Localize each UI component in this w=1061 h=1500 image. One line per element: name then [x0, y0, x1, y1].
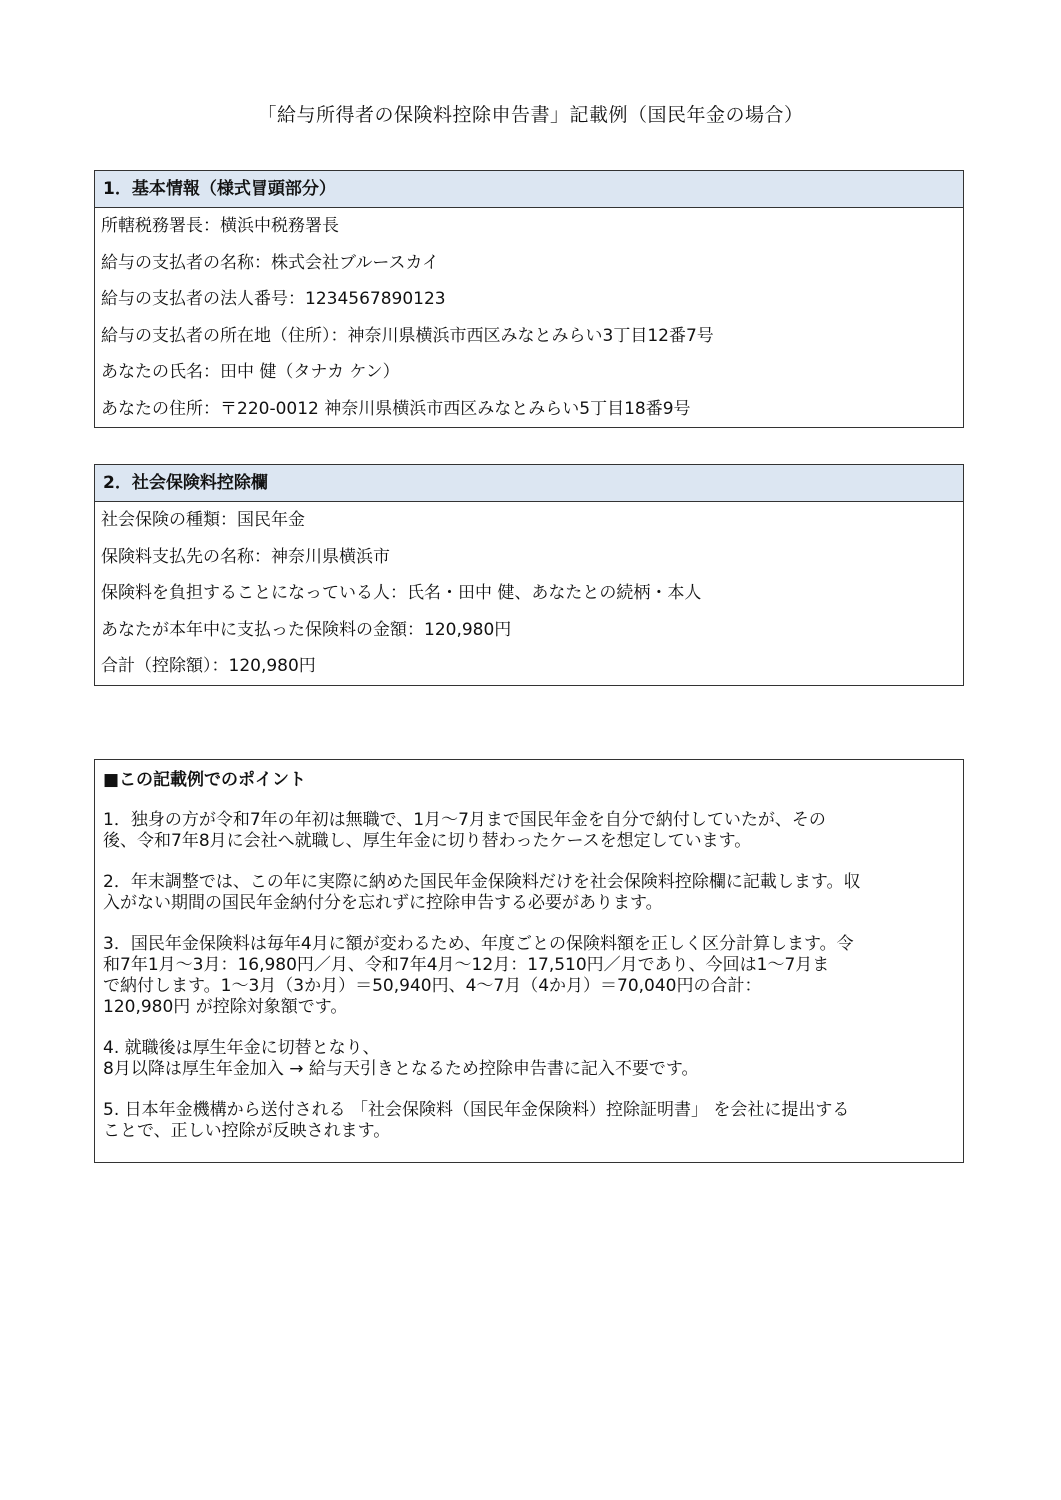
paid-amount-row: あなたが本年中に支払った保険料の金額：120,980円 — [101, 619, 512, 640]
employee-address-row: あなたの住所：〒220-0012 神奈川県横浜市西区みなとみらい5丁目18番9号 — [101, 398, 691, 419]
employee-name-row: あなたの氏名：田中 健（タナカ ケン） — [101, 362, 400, 382]
basic-info-header: 1．基本情報（様式冒頭部分） — [95, 171, 963, 208]
total-deduction-row: 合計（控除額）：120,980円 — [101, 656, 316, 676]
burden-person-row: 保険料を負担することになっている人：氏名・田中 健、あなたとの続柄・本人 — [101, 583, 702, 603]
basic-info-rows — [95, 208, 963, 427]
corporate-number-row: 給与の支払者の法人番号：1234567890123 — [101, 289, 446, 309]
payer-name-row: 給与の支払者の名称：株式会社ブルースカイ — [101, 252, 439, 273]
point-item-5: 5. 日本年金機構から送付される 「社会保険料（国民年金保険料）控除証明書」 を会社に提出する ことで、正しい控除が反映されます。 — [103, 1100, 850, 1141]
social-insurance-rows — [95, 502, 963, 685]
points-heading: ■この記載例でのポイント — [103, 770, 307, 790]
points-box — [94, 759, 964, 1163]
tax-office-row: 所轄税務署長：横浜中税務署長 — [101, 216, 339, 236]
payee-name-row: 保険料支払先の名称：神奈川県横浜市 — [101, 546, 390, 567]
insurance-type-row: 社会保険の種類：国民年金 — [101, 510, 305, 530]
social-insurance-section — [94, 464, 964, 686]
point-item-2: 2．年末調整では、この年に実際に納めた国民年金保険料だけを社会保険料控除欄に記載します。収 入がない期間の国民年金納付分を忘れずに控除申告する必要があります。 — [103, 872, 861, 913]
page-title: 「給与所得者の保険料控除申告書」記載例（国民年金の場合） — [257, 104, 804, 126]
basic-info-section — [94, 170, 964, 428]
point-item-4: 4. 就職後は厚生年金に切替となり、 8月以降は厚生年金加入 → 給与天引きとなるため控除申告書に記入不要です。 — [103, 1038, 699, 1079]
social-insurance-header: 2．社会保険料控除欄 — [95, 465, 963, 502]
payer-address-row: 給与の支払者の所在地（住所）：神奈川県横浜市西区みなとみらい3丁目12番7号 — [101, 325, 714, 346]
point-item-3: 3．国民年金保険料は毎年4月に額が変わるため、年度ごとの保険料額を正しく区分計算します。令 和7年1月～3月：16,980円／月、令和7年4月～12月：17,510円／月であり、今回は1～7月ま で納付します。1～3月（3か月）＝50,940円、4～7月（4か月）＝70,040円の合計： 120,980円 が控除対象額です。 — [103, 934, 854, 1017]
point-item-1: 1．独身の方が令和7年の年初は無職で、1月～7月まで国民年金を自分で納付していたが、その 後、令和7年8月に会社へ就職し、厚生年金に切り替わったケースを想定しています。 — [103, 810, 826, 851]
